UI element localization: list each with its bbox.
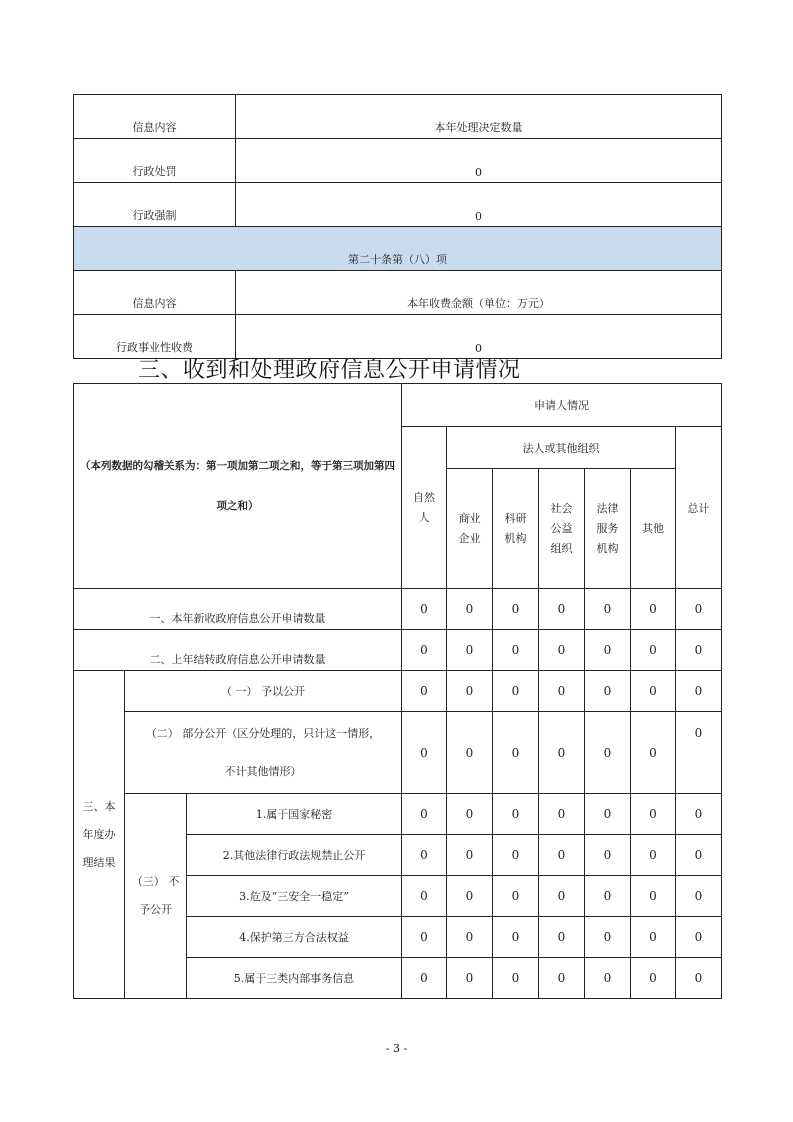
note-cell: （本列数据的勾稽关系为：第一项加第二项之和，等于第三项加第四项之和） [74, 384, 402, 589]
application-stats-table [73, 383, 722, 999]
header-line: 机构 [596, 541, 619, 555]
cell-value: 0 [493, 794, 539, 835]
cell-value: 0 [676, 835, 722, 876]
cell-value: 0 [631, 917, 676, 958]
cell-value: 0 [585, 917, 631, 958]
group-line: 年度办 [82, 827, 116, 841]
cell-value: 0 [402, 876, 447, 917]
cell-value: 0 [676, 876, 722, 917]
label-line: （二） 部分公开（区分处理的，只计这一情形， [145, 726, 381, 740]
group-line: 理结果 [82, 855, 116, 869]
cell-value: 0 [402, 630, 447, 671]
row-label: 行政处罚 [74, 139, 236, 183]
commercial-enterprise-header [447, 469, 493, 589]
row-label: 一、本年新收政府信息公开申请数量 [74, 589, 402, 630]
row-label: 行政事业性收费 [74, 315, 236, 359]
group-line: 三、本 [82, 799, 116, 813]
section-title: 三、收到和处理政府信息公开申请情况 [138, 358, 521, 383]
table-row [74, 95, 722, 139]
cell-value: 0 [493, 835, 539, 876]
natural-person-header [402, 427, 447, 589]
cell-value: 0 [493, 917, 539, 958]
row-label: 3.危及“三安全一稳定” [187, 876, 402, 917]
cell-value: 0 [676, 589, 722, 630]
cell-value: 0 [493, 630, 539, 671]
cell-value: 0 [676, 958, 722, 999]
cell-value: 0 [585, 876, 631, 917]
cell-value: 0 [447, 917, 493, 958]
cell-value: 0 [539, 671, 585, 712]
cell-value: 0 [539, 876, 585, 917]
disclosure-top-table [73, 94, 722, 359]
cell-value: 0 [585, 958, 631, 999]
result-group-label [74, 671, 125, 999]
table-row [74, 794, 722, 835]
cell-value: 0 [493, 671, 539, 712]
table-row [74, 139, 722, 183]
total-header: 总计 [676, 427, 722, 589]
cell-value: 0 [539, 630, 585, 671]
cell-value: 0 [539, 712, 585, 794]
table-band-row [74, 227, 722, 271]
cell-value: 0 [447, 958, 493, 999]
header-line: 其他 [642, 521, 664, 535]
cell-value: 0 [676, 630, 722, 671]
cell-value: 0 [493, 712, 539, 794]
cell-value: 0 [676, 712, 722, 794]
header-line: 企业 [458, 531, 481, 545]
row-label: 行政强制 [74, 183, 236, 227]
cell-value: 0 [676, 794, 722, 835]
row-label: 4.保护第三方合法权益 [187, 917, 402, 958]
table-row [74, 271, 722, 315]
row-label: 二、上年结转政府信息公开申请数量 [74, 630, 402, 671]
withheld-group-label [125, 794, 187, 999]
cell-value: 0 [402, 794, 447, 835]
cell-value: 0 [447, 794, 493, 835]
cell-value: 0 [585, 794, 631, 835]
cell-value: 0 [493, 958, 539, 999]
cell-value: 0 [539, 917, 585, 958]
header-line: 人 [418, 510, 430, 524]
header-line: 社会 [550, 501, 573, 515]
row-label: 1.属于国家秘密 [187, 794, 402, 835]
cell-value: 0 [402, 958, 447, 999]
cell-value: 0 [447, 671, 493, 712]
row-value: 0 [236, 315, 722, 359]
public-welfare-org-header [539, 469, 585, 589]
cell-value: 0 [631, 712, 676, 794]
cell-value: 0 [631, 958, 676, 999]
table-row [74, 630, 722, 671]
header-cell: 信息内容 [74, 271, 236, 315]
cell-value: 0 [447, 630, 493, 671]
cell-value: 0 [447, 712, 493, 794]
cell-value: 0 [631, 671, 676, 712]
cell-value: 0 [447, 589, 493, 630]
cell-value: 0 [585, 671, 631, 712]
cell-value: 0 [585, 712, 631, 794]
header-line: 法律 [596, 501, 619, 515]
cell-value: 0 [676, 917, 722, 958]
table-row [74, 315, 722, 359]
header-line: 公益 [550, 521, 573, 535]
cell-value: 0 [539, 835, 585, 876]
cell-value: 0 [402, 671, 447, 712]
row-value: 0 [236, 139, 722, 183]
header-line: 服务 [596, 521, 619, 535]
legal-service-org-header [585, 469, 631, 589]
cell-value: 0 [631, 876, 676, 917]
cell-value: 0 [631, 835, 676, 876]
cell-value: 0 [631, 589, 676, 630]
cell-value: 0 [585, 589, 631, 630]
row-value: 0 [236, 183, 722, 227]
applicant-header: 申请人情况 [402, 384, 722, 427]
cell-value: 0 [447, 876, 493, 917]
table-row [74, 384, 722, 427]
cell-value: 0 [447, 835, 493, 876]
label-line: 不计其他情形） [224, 764, 302, 778]
page-number: - 3 - [385, 1042, 408, 1055]
row-label [125, 712, 402, 794]
header-line: 自然 [413, 490, 435, 504]
table-row [74, 183, 722, 227]
research-institution-header [493, 469, 539, 589]
cell-value: 0 [585, 835, 631, 876]
cell-value: 0 [539, 589, 585, 630]
header-line: 机构 [504, 531, 527, 545]
cell-value: 0 [631, 794, 676, 835]
cell-value: 0 [676, 671, 722, 712]
row-label: 5.属于三类内部事务信息 [187, 958, 402, 999]
group-line: （三） 不 [131, 875, 180, 888]
header-line: 商业 [458, 511, 481, 525]
header-cell: 本年收费金额（单位：万元） [236, 271, 722, 315]
cell-value: 0 [402, 712, 447, 794]
row-label: （ 一） 予以公开 [125, 671, 402, 712]
legal-entities-header: 法人或其他组织 [447, 427, 676, 469]
cell-value: 0 [402, 917, 447, 958]
band-title: 第二十条第（八）项 [74, 227, 722, 271]
cell-value: 0 [539, 794, 585, 835]
cell-value: 0 [493, 876, 539, 917]
table-row [74, 671, 722, 712]
row-label: 2.其他法律行政法规禁止公开 [187, 835, 402, 876]
group-line: 予公开 [139, 903, 172, 916]
cell-value: 0 [631, 630, 676, 671]
cell-value: 0 [402, 589, 447, 630]
table-row [74, 712, 722, 794]
cell-value: 0 [585, 630, 631, 671]
other-org-header [631, 469, 676, 589]
table-row [74, 589, 722, 630]
header-line: 科研 [504, 511, 527, 525]
header-cell: 信息内容 [74, 95, 236, 139]
cell-value: 0 [402, 835, 447, 876]
header-line: 组织 [550, 541, 573, 555]
header-cell: 本年处理决定数量 [236, 95, 722, 139]
cell-value: 0 [493, 589, 539, 630]
cell-value: 0 [539, 958, 585, 999]
